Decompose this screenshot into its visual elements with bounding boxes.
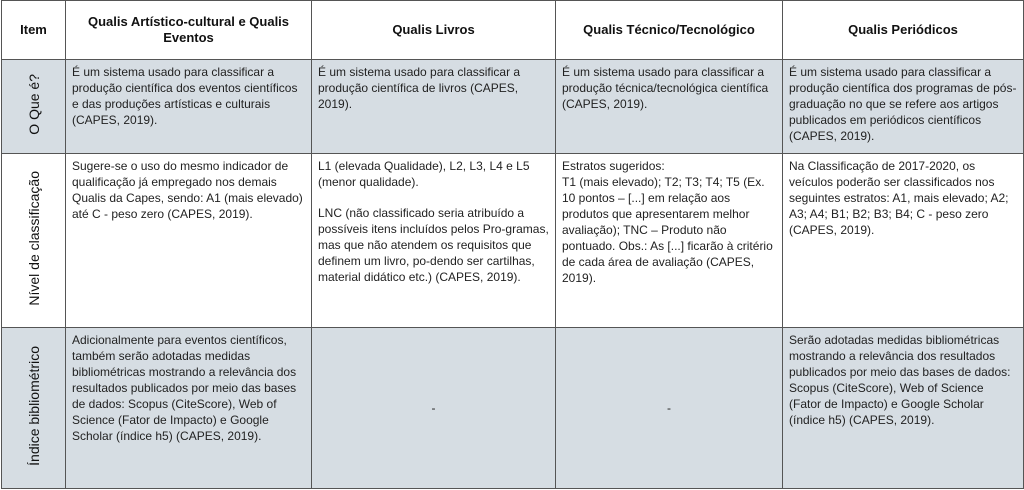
paragraph-gap (312, 190, 555, 205)
cell-text: É um sistema usado para classificar a produção científica dos programas de pós-graduação no que se refere aos artigos publicados em periódicos científicos (CAPES, 2019). (789, 65, 1017, 143)
cell-text: Adicionalmente para eventos científicos, também serão adotadas medidas bibliométricas mostrando a relevância dos resultados publicados por meio das bases de dados: Scopus (CiteScore), Web of Science (Fator de Impacto) e Google Scholar (índice h5) (CAPES, 2019). (72, 333, 297, 443)
row-o-que-e (2, 60, 1024, 154)
cell-nivel-tecnico (556, 154, 783, 328)
row-label-o-que-e: O Que é? (25, 74, 42, 135)
cell-nivel-artistico (66, 154, 312, 328)
cell-indice-livros: - (312, 328, 556, 489)
cell-nivel-periodicos (783, 154, 1024, 328)
cell-text-p2: LNC (não classificado seria atribuído a possíveis itens incluídos pelos Pro-gramas, mas que não atendem os requisitos que definem um livro, po-dendo ser cartilhas, material didático etc.) (CAPES, 2019). (318, 206, 549, 284)
cell-text-p1: L1 (elevada Qualidade), L2, L3, L4 e L5 (menor qualidade). (318, 159, 530, 189)
cell-oque-periodicos (783, 60, 1024, 154)
cell-indice-periodicos (783, 328, 1024, 489)
row-indice-bibliometrico (2, 328, 1024, 489)
cell-text: É um sistema usado para classificar a produção científica de livros (CAPES, 2019). (318, 65, 521, 111)
cell-text: Sugere-se o uso do mesmo indicador de qualificação já empregado nos demais Qualis da Capes, sendo: A1 (mais elevado) até C - peso zero (CAPES, 2019). (72, 159, 303, 221)
cell-oque-artistico (66, 60, 312, 154)
header-artistico: Qualis Artístico-cultural e Qualis Eventos (66, 1, 312, 60)
cell-oque-livros (312, 60, 556, 154)
cell-text: Serão adotadas medidas bibliométricas mostrando a relevância dos resultados publicados por meio das bases de dados: Scopus (CiteScore), Web of Science (Fator de Impacto) e Google Scholar (índice h5) (CAPES, 2019). (789, 333, 1011, 427)
header-item: Item (2, 1, 66, 60)
header-tecnico: Qualis Técnico/Tecnológico (556, 1, 783, 60)
cell-text: É um sistema usado para classificar a produção científica dos eventos científicos e das produções artísticas e culturais (CAPES, 2019). (72, 65, 298, 127)
header-periodicos: Qualis Periódicos (783, 1, 1024, 60)
header-livros: Qualis Livros (312, 1, 556, 60)
cell-text: É um sistema usado para classificar a produção técnica/tecnológica científica (CAPES, 2019). (562, 65, 769, 111)
cell-indice-artistico (66, 328, 312, 489)
row-label-indice: Índice bibliométrico (25, 346, 42, 466)
row-nivel-classificacao (2, 154, 1024, 328)
qualis-comparison-table (1, 0, 1024, 489)
row-label-cell (2, 60, 66, 154)
cell-nivel-livros (312, 154, 556, 328)
cell-oque-tecnico (556, 60, 783, 154)
cell-text: Estratos sugeridos: T1 (mais elevado); T2; T3; T4; T5 (Ex. 10 pontos – [...] em relação aos produtos que apresentarem melhor avaliação); TNC – Produto não pontuado. Obs.: As [...] ficarão à critério de cada área de avaliação (CAPES, 2019). (562, 159, 773, 285)
row-label-nivel: Nível de classificação (25, 171, 42, 306)
row-label-cell (2, 154, 66, 328)
cell-indice-tecnico: - (556, 328, 783, 489)
row-label-cell (2, 328, 66, 489)
header-row (2, 1, 1024, 60)
cell-text: Na Classificação de 2017-2020, os veículos poderão ser classificados nos seguintes estratos: A1, mais elevado; A2; A3; A4; B1; B2; B3; B4; C - peso zero (CAPES, 2019). (789, 159, 1009, 237)
